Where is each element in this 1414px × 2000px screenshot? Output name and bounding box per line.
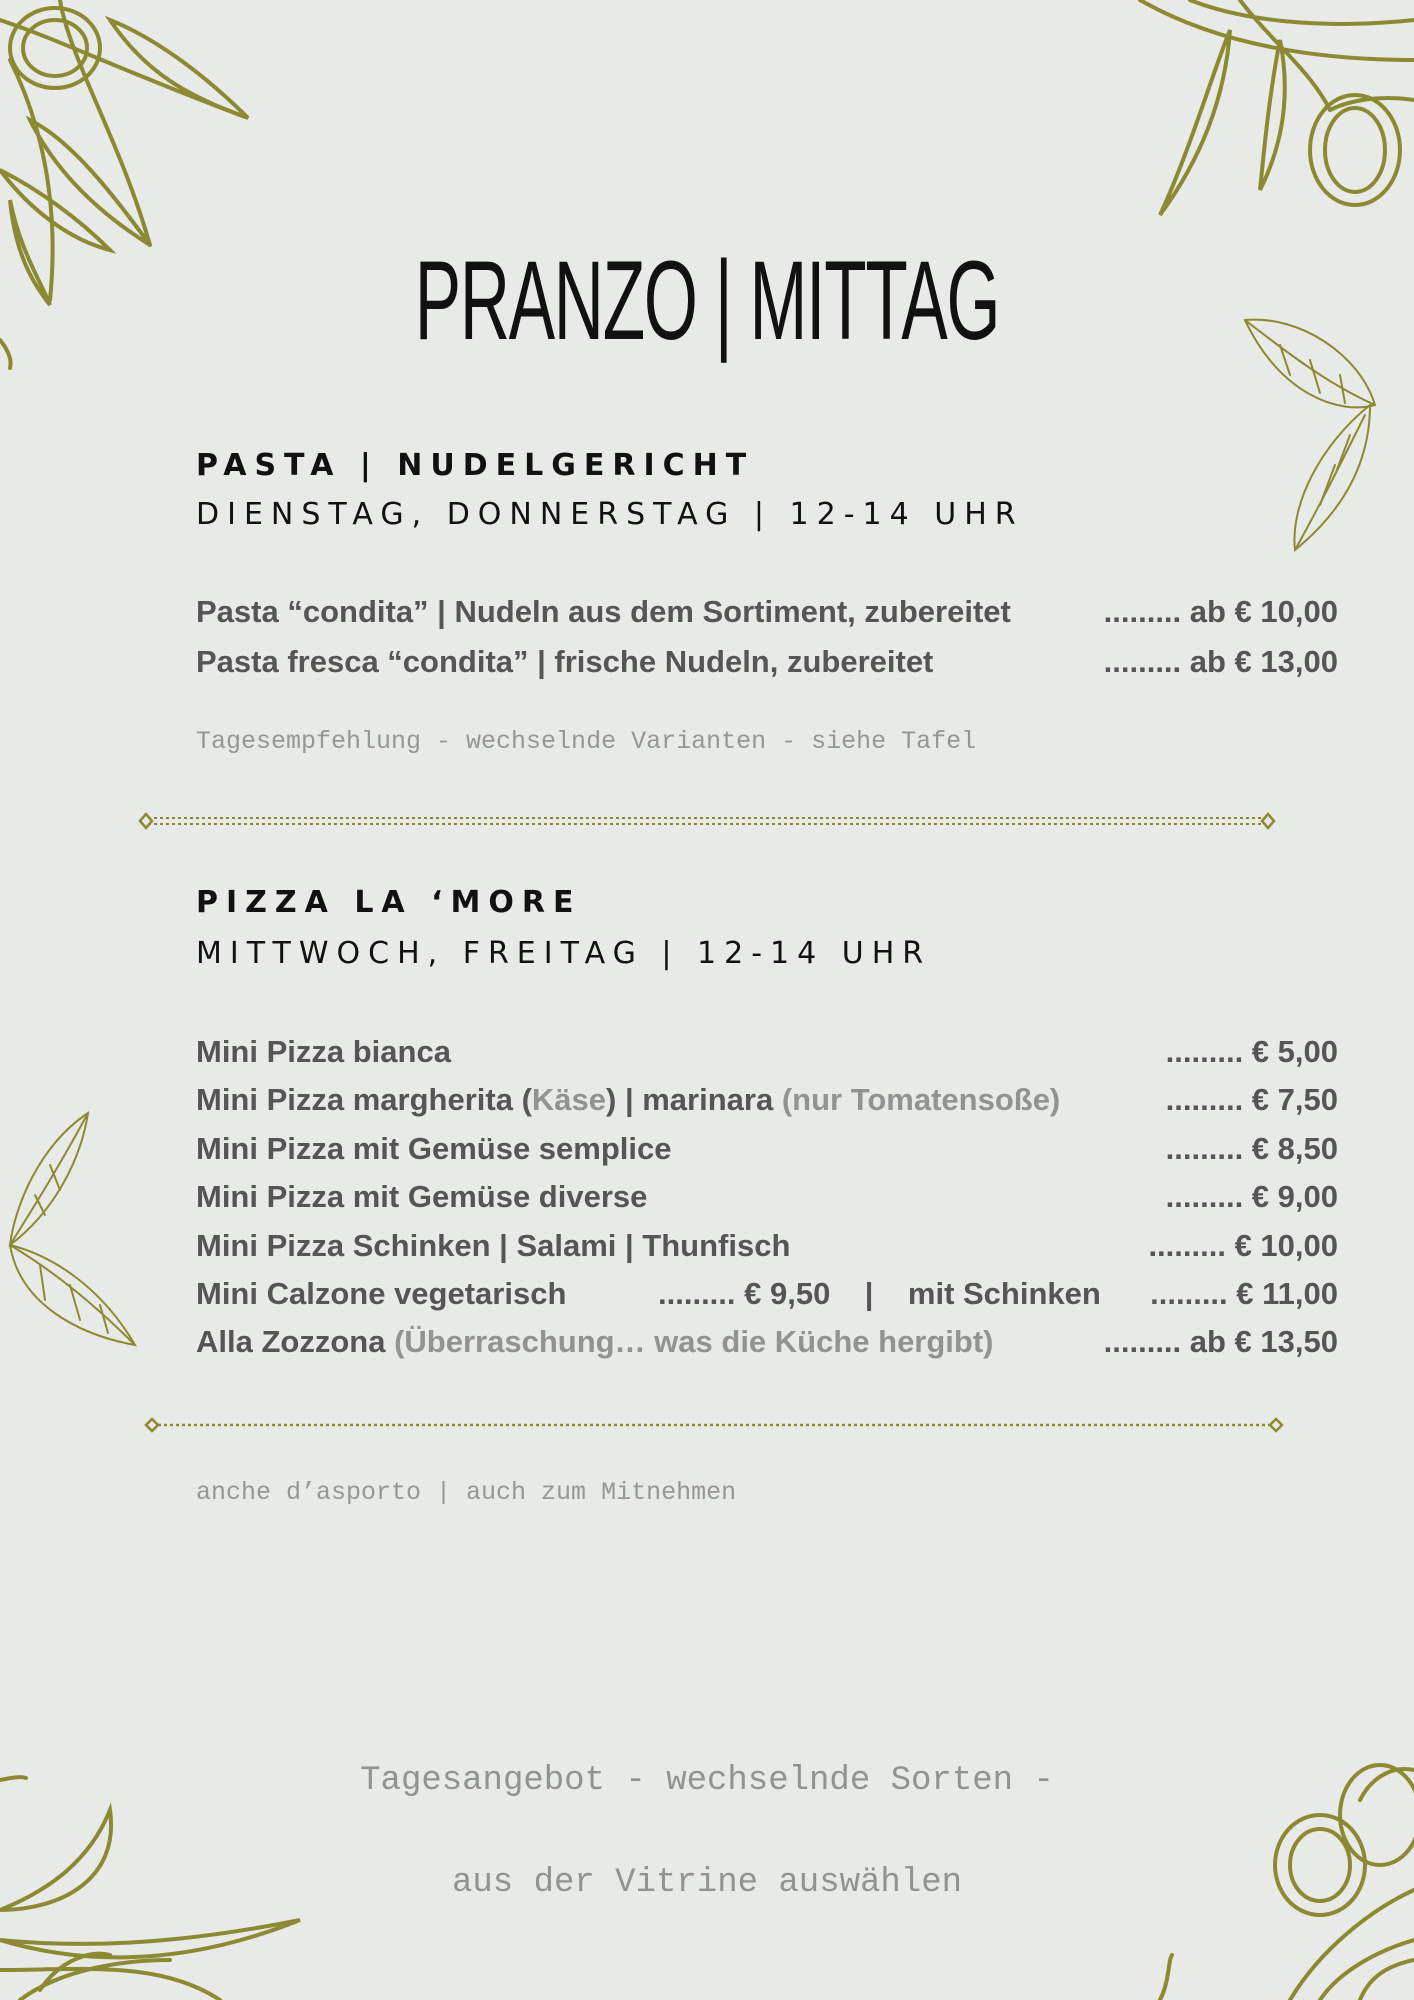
menu-item-name: Mini Pizza margherita ( — [196, 1082, 532, 1117]
menu-item-price: ......... € 11,00 — [1150, 1276, 1338, 1311]
menu-item-name: Mini Calzone vegetarisch — [196, 1276, 567, 1311]
menu-item-name: Mini Pizza bianca — [196, 1034, 451, 1069]
pasta-schedule: DIENSTAG, DONNERSTAG | 12-14 UHR — [196, 497, 1024, 532]
menu-item-price: ......... € 5,00 — [1165, 1034, 1338, 1069]
menu-item-price: ......... € 7,50 — [1165, 1082, 1338, 1117]
footer-line: aus der Vitrine auswählen — [451, 1864, 963, 1902]
menu-item-note: Käse — [531, 1082, 607, 1117]
menu-item — [196, 590, 1338, 634]
menu-item-price: ......... ab € 10,00 — [1103, 594, 1338, 629]
menu-item — [196, 1078, 1338, 1122]
menu-item-price: ......... ab € 13,50 — [1103, 1324, 1338, 1359]
menu-item-name-cont: ) | marinara — [606, 1082, 782, 1117]
section-divider — [144, 1414, 1284, 1436]
menu-item — [196, 1224, 1338, 1268]
menu-item-price: ......... € 8,50 — [1165, 1131, 1338, 1166]
menu-item-mid-price: ......... € 9,50 | mit Schinken — [658, 1276, 1101, 1311]
menu-item-note: (Überraschung… was die Küche hergibt) — [394, 1324, 994, 1359]
menu-item-price: ......... ab € 13,00 — [1103, 644, 1338, 679]
menu-item — [196, 1127, 1338, 1171]
menu-item-name: Alla Zozzona — [196, 1324, 395, 1359]
pasta-note: Tagesempfehlung - wechselnde Varianten - siehe Tafel — [196, 727, 977, 756]
menu-item — [196, 1030, 1338, 1074]
takeaway-note: anche d’asporto | auch zum Mitnehmen — [196, 1478, 737, 1507]
menu-item-price: ......... € 10,00 — [1148, 1228, 1338, 1263]
footer-line: Tagesangebot - wechselnde Sorten - — [360, 1762, 1054, 1800]
menu-item-name: Mini Pizza Schinken | Salami | Thunfisch — [196, 1228, 791, 1263]
pizza-heading: PIZZA LA ‘MORE — [196, 885, 582, 920]
menu-item-price: ......... € 9,00 — [1165, 1179, 1338, 1214]
olive-branch-top-right-icon — [1130, 0, 1414, 220]
pasta-heading: PASTA | NUDELGERICHT — [196, 448, 755, 483]
menu-item-name: Pasta “condita” | Nudeln aus dem Sortiment, zubereitet — [196, 594, 1011, 629]
page-title: PRANZO | MITTAG — [414, 238, 1000, 363]
menu-item — [196, 640, 1338, 684]
menu-item-name: Mini Pizza mit Gemüse semplice — [196, 1131, 672, 1166]
olive-branch-top-left-icon — [0, 0, 260, 370]
pizza-schedule: MITTWOCH, FREITAG | 12-14 UHR — [196, 936, 932, 971]
basil-leaf-left-icon — [0, 1105, 140, 1350]
menu-item — [196, 1320, 1338, 1364]
section-divider — [138, 810, 1276, 832]
menu-item — [196, 1175, 1338, 1219]
menu-item — [196, 1272, 1338, 1316]
basil-leaf-right-icon — [1240, 315, 1380, 555]
menu-item-note: (nur Tomatensoße) — [781, 1082, 1061, 1117]
menu-item-name: Pasta fresca “condita” | frische Nudeln, zubereitet — [196, 644, 934, 679]
footer-note — [0, 1705, 1414, 1960]
menu-item-name: Mini Pizza mit Gemüse diverse — [196, 1179, 648, 1214]
